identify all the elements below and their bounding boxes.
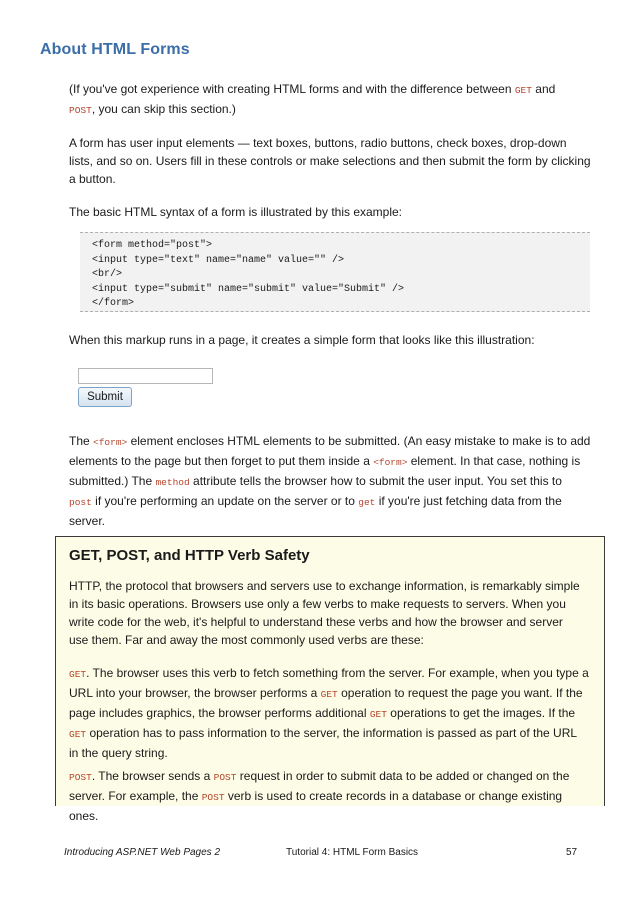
paragraph-text: in the query string. <box>69 746 168 760</box>
code-line: <form method="post"> <box>92 240 213 251</box>
paragraph-text: URL into your browser, the browser performs a <box>69 686 321 700</box>
code-line: </form> <box>92 298 135 309</box>
inline-code-post: POST <box>201 792 225 803</box>
paragraph-text: . The browser sends a <box>91 769 214 783</box>
inline-code-get: GET <box>69 729 87 740</box>
intro-text: , you can skip this section.) <box>91 102 236 116</box>
paragraph-text: server. <box>69 514 106 528</box>
paragraph-line: use them. Far and away the most commonly used verbs are these: <box>69 633 424 647</box>
paragraph-text: operation has to pass information to the server, the information is passed as part of the URL <box>86 726 578 740</box>
paragraph-text: if you're just fetching data from the <box>375 494 562 508</box>
form-description-paragraph <box>69 134 599 188</box>
paragraph-text: page includes graphics, the browser performs additional <box>69 706 370 720</box>
inline-code-post: post <box>69 497 92 508</box>
paragraph-line: lists, and so on. Users fill in these controls or make selections and then submit the form by clicking <box>69 154 591 168</box>
paragraph-text: . The browser uses this verb to fetch something from the server. For example, when you type a <box>86 666 589 680</box>
intro-text: (If you've got experience with creating HTML forms and with the difference between <box>69 82 515 96</box>
paragraph-line: HTTP, the protocol that browsers and servers use to exchange information, is remarkably simple <box>69 579 580 593</box>
paragraph-text: element encloses HTML elements to be submitted. (An easy mistake to make is to add <box>127 434 591 448</box>
footer-book-title: Introducing ASP.NET Web Pages 2 <box>64 847 221 858</box>
paragraph-text: The <box>69 434 94 448</box>
paragraph-line: A form has user input elements — text boxes, buttons, radio buttons, check boxes, drop-down <box>69 136 567 150</box>
footer-page-number: 57 <box>566 847 578 858</box>
markup-paragraph: When this markup runs in a page, it creates a simple form that looks like this illustration: <box>69 333 535 347</box>
paragraph-text: server. For example, the <box>69 789 202 803</box>
inline-code-get: GET <box>69 669 87 680</box>
paragraph-text: if you're performing an update on the server or to <box>91 494 359 508</box>
footer-chapter-title: Tutorial 4: HTML Form Basics <box>286 847 419 858</box>
paragraph-text: verb is used to create records in a database or change existing ones. <box>69 789 563 823</box>
paragraph-line: in its basic operations. Browsers use only a few verbs to make requests to servers. When you <box>69 597 566 611</box>
paragraph-text: submitted.) The <box>69 474 156 488</box>
code-line: <br/> <box>92 269 123 280</box>
inline-code-get: GET <box>320 689 338 700</box>
paragraph-text: elements to the page but then forget to put them inside a <box>69 454 374 468</box>
sidebar-get-paragraph <box>69 664 594 762</box>
code-line: <input type="text" name="name" value="" /> <box>92 254 345 266</box>
paragraph-line: write code for the web, it's helpful to understand these verbs and how the browser and server <box>69 615 563 629</box>
code-line: <input type="submit" name="submit" value="Submit" /> <box>92 283 405 295</box>
inline-code-get: GET <box>369 709 387 720</box>
paragraph-text: request in order to submit data to be added or changed on the <box>236 769 570 783</box>
paragraph-line: a button. <box>69 172 116 186</box>
paragraph-text: operations to get the images. If the <box>386 706 576 720</box>
form-element-paragraph <box>69 432 599 530</box>
syntax-paragraph: The basic HTML syntax of a form is illustrated by this example: <box>69 205 403 219</box>
sidebar-box <box>55 536 605 823</box>
sidebar-post-paragraph <box>69 767 594 825</box>
intro-text: and <box>531 82 556 96</box>
code-example-block <box>80 232 590 312</box>
inline-code-method: method <box>155 477 190 488</box>
inline-code-post: POST <box>69 772 92 783</box>
inline-code-post: POST <box>69 105 92 116</box>
inline-code-get: GET <box>514 85 532 96</box>
inline-code-post: POST <box>213 772 237 783</box>
section-heading: About HTML Forms <box>40 41 190 58</box>
inline-code-get: get <box>358 497 376 508</box>
demo-submit-button[interactable]: Submit <box>78 387 132 407</box>
sidebar-paragraph <box>69 577 594 649</box>
sidebar-title: GET, POST, and HTTP Verb Safety <box>69 547 310 564</box>
paragraph-text: attribute tells the browser how to submit the user input. You set this to <box>189 474 562 488</box>
demo-text-input[interactable] <box>78 368 213 384</box>
inline-code-form: <form> <box>93 437 128 448</box>
paragraph-text: operation to request the page you want. If the <box>337 686 583 700</box>
intro-paragraph <box>69 80 599 120</box>
paragraph-text: element. In that case, nothing is <box>407 454 581 468</box>
inline-code-form: <form> <box>373 457 408 468</box>
